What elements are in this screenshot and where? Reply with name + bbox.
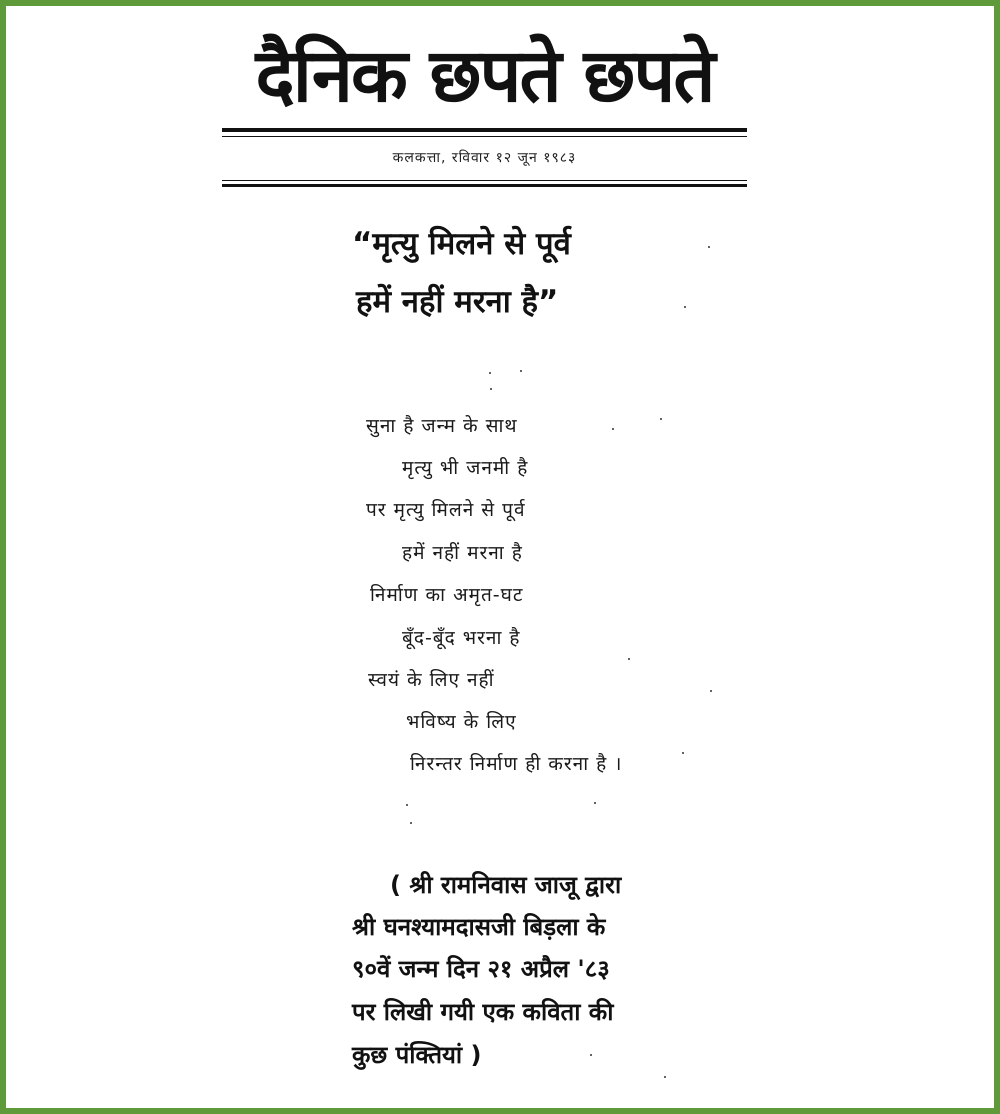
scan-speck	[489, 372, 491, 374]
poem-line-3: पर मृत्यु मिलने से पूर्व	[366, 499, 526, 521]
scan-speck	[628, 658, 630, 660]
scan-speck	[594, 802, 596, 804]
poem-line-8: भविष्य के लिए	[406, 711, 517, 733]
attribution-line-5: कुछ पंक्तियां )	[352, 1041, 482, 1069]
masthead-rule-thick	[222, 128, 747, 132]
scan-speck	[410, 822, 412, 824]
scan-speck	[664, 1076, 666, 1078]
attribution-line-2: श्री घनश्यामदासजी बिड़ला के	[352, 913, 606, 941]
poem-line-5: निर्माण का अमृत-घट	[370, 584, 524, 606]
scan-speck	[490, 388, 492, 390]
poem-line-1: सुना है जन्म के साथ	[366, 415, 518, 437]
attribution-line-1: ( श्री रामनिवास जाजू द्वारा	[390, 871, 622, 899]
poem-line-4: हमें नहीं मरना है	[402, 542, 523, 564]
attribution-line-3: ९०वें जन्म दिन २१ अप्रैल '८३	[352, 955, 610, 983]
newspaper-masthead	[222, 30, 747, 122]
dateline: कलकत्ता, रविवार १२ जून १९८३	[392, 150, 577, 166]
scan-speck	[708, 246, 710, 248]
scan-speck	[682, 752, 684, 754]
dateline-rule-thick	[222, 184, 747, 187]
headline-line-1: “मृत्यु मिलने से पूर्व	[352, 226, 571, 262]
scan-speck	[710, 690, 712, 692]
masthead-rule-thin	[222, 136, 747, 137]
poem-line-2: मृत्यु भी जनमी है	[402, 457, 529, 479]
attribution-line-4: पर लिखी गयी एक कविता की	[352, 998, 614, 1026]
masthead-title: दैनिक छपते छपते	[255, 33, 714, 119]
scan-speck	[612, 428, 614, 430]
scan-speck	[684, 306, 686, 308]
scan-speck	[590, 1054, 592, 1056]
poem-line-7: स्वयं के लिए नहीं	[368, 669, 495, 691]
headline-line-2: हमें नहीं मरना है”	[356, 284, 559, 320]
scan-speck	[406, 804, 408, 806]
poem-line-6: बूँद-बूँद भरना है	[402, 627, 521, 649]
dateline-rule-thin	[222, 180, 747, 181]
scan-speck	[660, 418, 662, 420]
poem-line-9: निरन्तर निर्माण ही करना है ।	[410, 753, 623, 775]
scan-speck	[520, 370, 522, 372]
